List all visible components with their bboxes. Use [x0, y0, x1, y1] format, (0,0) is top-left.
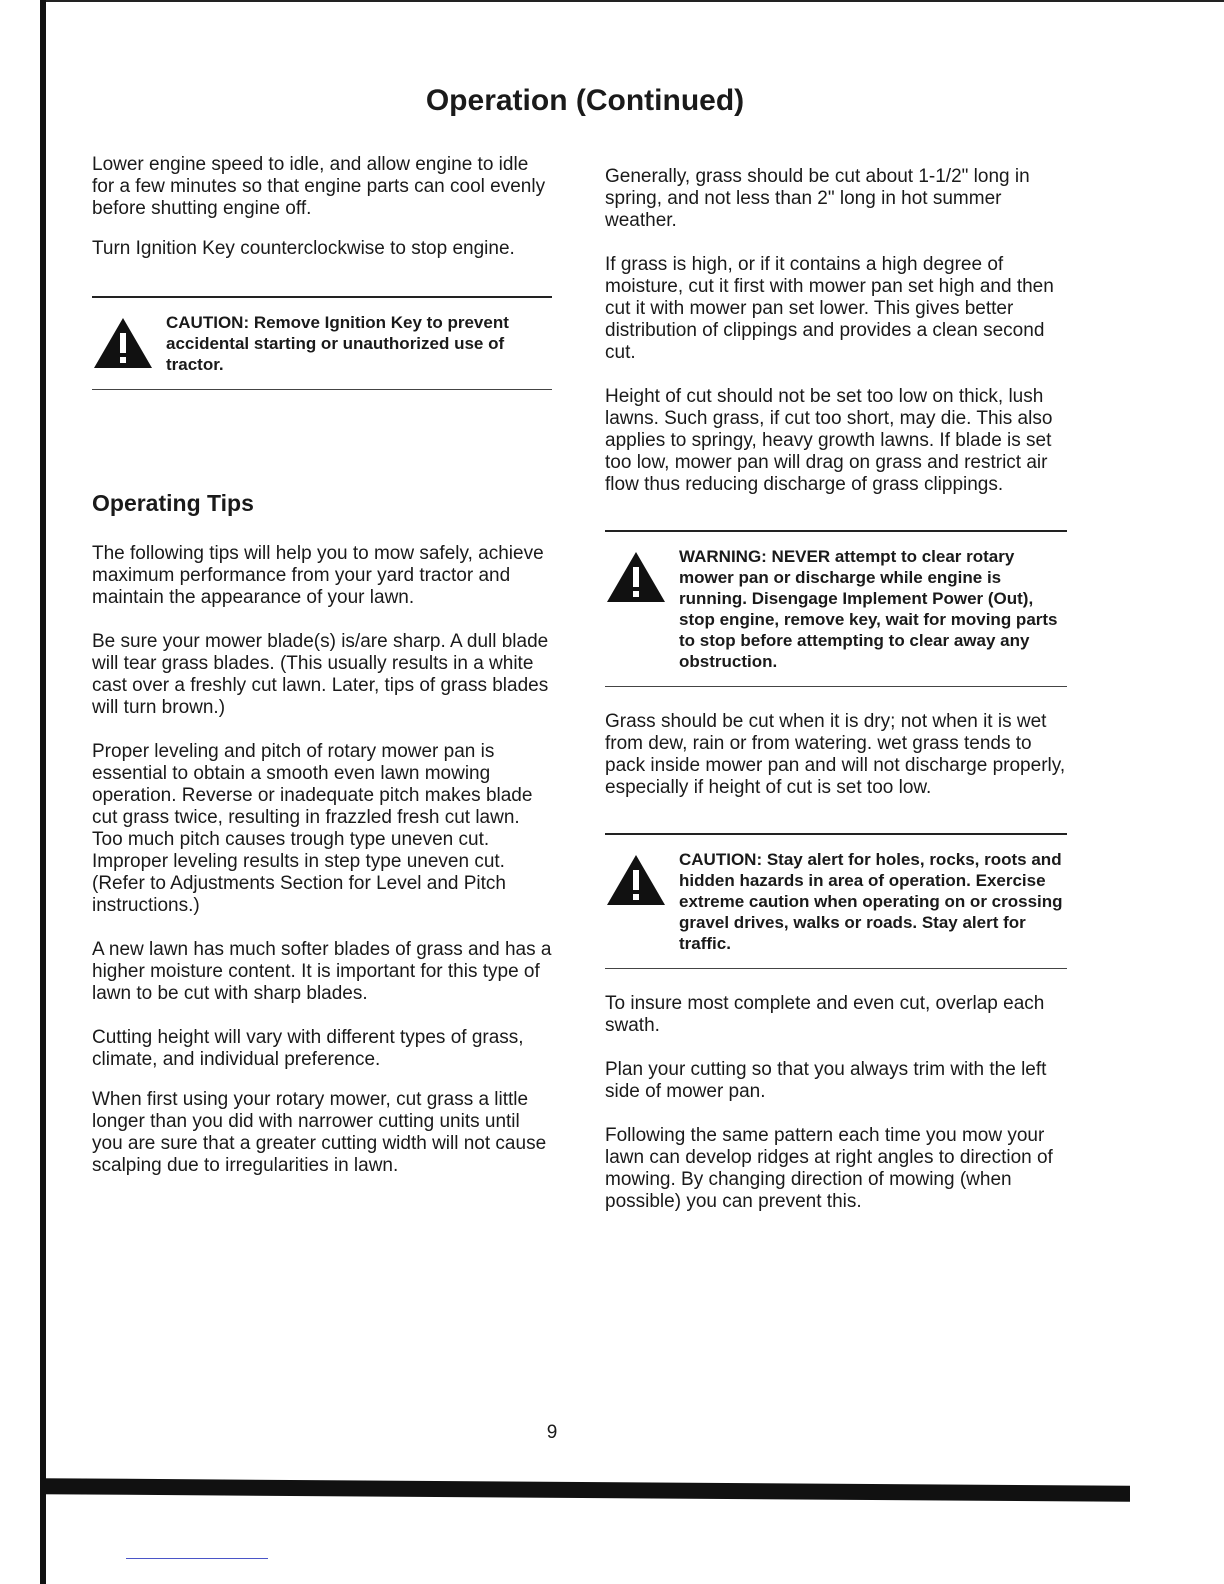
- footer-rule: [126, 1558, 268, 1559]
- warning-triangle-icon: [605, 550, 667, 604]
- paragraph-cutting-height: Cutting height will vary with different types of grass, climate, and individual preference.: [92, 1027, 524, 1070]
- paragraph-new-lawn: A new lawn has much softer blades of grass and has a higher moisture content. It is important for this type of lawn to be cut with sharp blades.: [92, 939, 552, 1004]
- section-heading-operating-tips: Operating Tips: [92, 490, 254, 516]
- warning-clear-mower-pan: [605, 530, 1067, 687]
- left-column: [92, 154, 552, 1195]
- paragraph-turn-ignition-key: Turn Ignition Key counterclockwise to stop engine.: [92, 238, 515, 259]
- paragraph-height-of-cut: Height of cut should not be set too low on thick, lush lawns. Such grass, if cut too short, may die. This also applies to springy, heavy growth lawns. If blade is set too low, mower pan will drag on grass and restrict air flow thus reducing discharge of grass clippings.: [605, 386, 1053, 495]
- spacer: [92, 414, 552, 490]
- paragraph-plan-cutting: Plan your cutting so that you always trim with the left side of mower pan.: [605, 1059, 1047, 1102]
- paragraph-first-using: When first using your rotary mower, cut grass a little longer than you did with narrower cutting units until you are sure that a greater cutting width will not cause scalping due to irregularities in lawn.: [92, 1089, 547, 1176]
- paragraph-change-pattern: Following the same pattern each time you mow your lawn can develop ridges at right angles to direction of mowing. By changing direction of mowing (when possible) you can prevent this.: [605, 1125, 1053, 1212]
- caution-remove-key: [92, 296, 552, 390]
- page-title: Operation (Continued): [425, 84, 745, 117]
- paragraph-leveling-pitch: Proper leveling and pitch of rotary mower pan is essential to obtain a smooth even lawn mowing operation. Reverse or inadequate pitch makes blade cut grass twice, resulting in frazzled fresh cut lawn. Too much pitch causes trough type uneven cut. Improper leveling results in step type uneven cut. (Refer to Adjustments Section for Level and Pitch instructions.): [92, 741, 533, 916]
- caution-text: CAUTION: Remove Ignition Key to prevent accidental starting or unauthorized use of tractor.: [166, 313, 509, 374]
- paragraph-lower-engine-speed: Lower engine speed to idle, and allow engine to idle for a few minutes so that engine parts can cool evenly before shutting engine off.: [92, 154, 546, 219]
- caution-stay-alert: [605, 833, 1067, 969]
- warning-triangle-icon: [92, 316, 154, 370]
- page-bottom-edge: [40, 1478, 1130, 1502]
- page-top-edge: [40, 0, 1224, 2]
- page-left-edge: [40, 0, 46, 1584]
- paragraph-sharp-blades: Be sure your mower blade(s) is/are sharp. A dull blade will tear grass blades. (This usually results in a white cast over a freshly cut lawn. Later, tips of grass blades will turn brown.): [92, 631, 549, 718]
- right-column: [605, 166, 1067, 1231]
- paragraph-following-tips: The following tips will help you to mow safely, achieve maximum performance from your yard tractor and maintain the appearance of your lawn.: [92, 543, 544, 608]
- paragraph-dry-grass: Grass should be cut when it is dry; not when it is wet from dew, rain or from watering. wet grass tends to pack inside mower pan and will not discharge properly, especially if height of cut is set too low.: [605, 711, 1066, 798]
- warning-triangle-icon: [605, 853, 667, 907]
- paragraph-grass-length: Generally, grass should be cut about 1-1/2" long in spring, and not less than 2" long in hot summer weather.: [605, 166, 1030, 231]
- caution-text: CAUTION: Stay alert for holes, rocks, roots and hidden hazards in area of operation. Exercise extreme caution when operating on or crossing gravel drives, walks or roads. Stay alert for traffic.: [679, 850, 1063, 953]
- paragraph-high-grass: If grass is high, or if it contains a high degree of moisture, cut it first with mower pan set high and then cut it with mower pan set lower. This gives better distribution of clippings and provides a clean second cut.: [605, 254, 1054, 363]
- page-number: 9: [546, 1422, 558, 1443]
- warning-text: WARNING: NEVER attempt to clear rotary mower pan or discharge while engine is running. Disengage Implement Power (Out), stop engine, remove key, wait for moving parts to stop before attempting to clear away any obstruction.: [679, 547, 1058, 671]
- paragraph-overlap-swath: To insure most complete and even cut, overlap each swath.: [605, 993, 1045, 1036]
